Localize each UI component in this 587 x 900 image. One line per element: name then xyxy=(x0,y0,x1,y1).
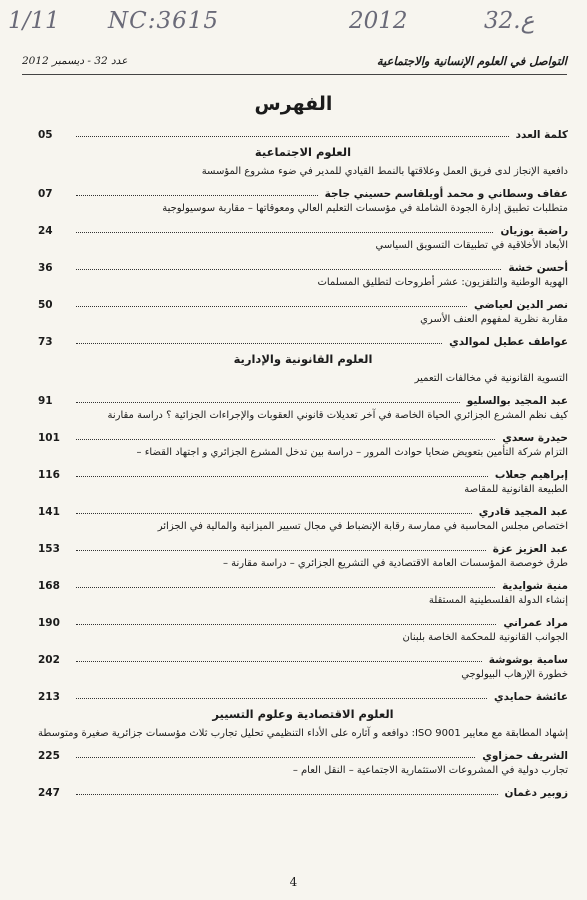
page-ref: 141 xyxy=(38,506,60,518)
author-name: عائشة حمايدي xyxy=(494,691,568,703)
author-name: حيدرة سعدي xyxy=(502,432,568,444)
issue-info: عدد 32 - ديسمبر 2012 xyxy=(22,55,128,67)
page-ref: 213 xyxy=(38,691,60,703)
author-name: منية شوايدية xyxy=(502,580,568,592)
article-title: التزام شركة التأمين بتعويض ضحايا حوادث المرور – دراسة بين تدخل المشرع الجزائري و اجتهاد القضاء – xyxy=(136,447,568,458)
leader-dots xyxy=(76,793,498,795)
author-name: مراد عمراني xyxy=(503,617,568,629)
page-ref: 168 xyxy=(38,580,60,592)
section-heading: العلوم الاقتصادية وعلوم التسيير xyxy=(212,707,394,721)
author-line xyxy=(38,498,568,518)
page-ref: 153 xyxy=(38,543,60,555)
handwritten-annotations xyxy=(0,6,587,40)
author-line xyxy=(38,387,568,407)
page-ref: 91 xyxy=(38,395,53,407)
section-heading: العلوم الاجتماعية xyxy=(254,145,352,159)
article-title: اختصاص مجلس المحاسبة في ممارسة رقابة الإنضباط في مجال تسيير الميزانية والمالية في الجزائر xyxy=(157,521,568,532)
leader-dots xyxy=(76,135,509,137)
leader-dots xyxy=(76,475,488,477)
page-ref: 116 xyxy=(38,469,60,481)
author-line xyxy=(38,779,568,799)
toc-entry[interactable] xyxy=(38,370,568,407)
article-title: دافعية الإنجاز لدى فريق العمل وعلاقتها بالنمط القيادي للمدير في ضوء مشروع المؤسسة xyxy=(201,166,568,177)
article-title: متطلبات تطبيق إدارة الجودة الشاملة في مؤسسات التعليم العالي ومعوقاتها – مقاربة سوسيولوجية xyxy=(162,203,568,214)
page-ref: 247 xyxy=(38,787,60,799)
author-line xyxy=(38,291,568,311)
leader-dots xyxy=(76,268,501,270)
author-name: كلمة العدد xyxy=(515,129,568,141)
leader-dots xyxy=(76,231,493,233)
handwritten-issue-mark: 32.ع xyxy=(484,8,535,34)
author-name: الشريف حمزاوي xyxy=(482,750,568,762)
toc-entry[interactable] xyxy=(38,592,568,629)
leader-dots xyxy=(76,660,482,662)
article-title: الأبعاد الأخلاقية في تطبيقات التسويق السياسي xyxy=(375,240,568,251)
toc-entry[interactable] xyxy=(38,237,568,274)
article-title: مقاربة نظرية لمفهوم العنف الأسري xyxy=(420,314,568,325)
leader-dots xyxy=(76,401,460,403)
page-ref: 101 xyxy=(38,432,60,444)
handwritten-year: 2012 xyxy=(349,8,408,34)
page-ref: 24 xyxy=(38,225,53,237)
author-name: زوبير دغمان xyxy=(504,787,568,799)
author-line xyxy=(38,572,568,592)
leader-dots xyxy=(76,697,487,699)
article-title: طرق خوصصة المؤسسات العامة الاقتصادية في التشريع الجزائري – دراسة مقارنة – xyxy=(222,558,568,569)
author-name: عبد المجيد بوالسليو xyxy=(466,395,568,407)
toc-entry[interactable] xyxy=(38,311,568,348)
article-title: الجوانب القانونية للمحكمة الخاصة بلبنان xyxy=(402,632,568,643)
toc-entry[interactable] xyxy=(38,725,568,762)
author-line xyxy=(38,683,568,703)
leader-dots xyxy=(76,194,318,196)
page-ref: 05 xyxy=(38,129,53,141)
author-line xyxy=(38,180,568,200)
article-title: إنشاء الدولة الفلسطينية المستقلة xyxy=(428,595,568,606)
author-line xyxy=(38,609,568,629)
page-ref: 73 xyxy=(38,336,53,348)
toc-entry[interactable] xyxy=(38,444,568,481)
page-ref: 225 xyxy=(38,750,60,762)
running-header xyxy=(22,50,567,75)
author-line xyxy=(38,424,568,444)
page-ref: 202 xyxy=(38,654,60,666)
toc-entry[interactable] xyxy=(38,200,568,237)
handwritten-mark: 1/11 xyxy=(8,8,60,34)
page-number: 4 xyxy=(289,875,298,889)
author-name: عبد العزيز عزة xyxy=(492,543,568,555)
toc-entry[interactable] xyxy=(38,274,568,311)
article-title: تجارب دولية في المشروعات الاستثمارية الاجتماعية – النقل العام – xyxy=(292,765,568,776)
author-name: أحسن خشة xyxy=(508,262,568,274)
toc-entry[interactable] xyxy=(38,629,568,666)
leader-dots xyxy=(76,305,467,307)
author-name: نصر الدين لعياضي xyxy=(474,299,568,311)
toc-entry[interactable] xyxy=(38,762,568,799)
leader-dots xyxy=(76,549,486,551)
section-heading: العلوم القانونية والإدارية xyxy=(233,352,373,366)
author-name: عفاف وسطاني و محمد أويلقاسم حسيني جاجة xyxy=(324,188,568,200)
page-ref: 36 xyxy=(38,262,53,274)
handwritten-call-number: NC:3615 xyxy=(108,8,220,34)
toc-entry[interactable] xyxy=(38,407,568,444)
author-name: عواطف عطيل لموالدي xyxy=(449,336,568,348)
author-name: عبد المجيد قادري xyxy=(478,506,568,518)
author-line xyxy=(38,217,568,237)
toc-entry[interactable] xyxy=(38,666,568,703)
page-ref: 07 xyxy=(38,188,53,200)
author-line xyxy=(38,461,568,481)
author-line xyxy=(38,535,568,555)
author-line xyxy=(38,328,568,348)
author-name: إبراهيم جعلاب xyxy=(494,469,568,481)
author-line xyxy=(38,254,568,274)
leader-dots xyxy=(76,438,495,440)
article-title: الهوية الوطنية والتلفزيون: عشر أطروحات لتطليق المسلمات xyxy=(317,277,568,288)
journal-name: التواصل في العلوم الإنسانية والاجتماعية xyxy=(376,54,567,68)
leader-dots xyxy=(76,756,475,758)
author-line xyxy=(38,646,568,666)
article-title: كيف نظم المشرع الجزائري الحياة الخاصة في آخر تعديلات قانوني العقوبات والإجراءات الجزائية ؟ دراسة مقارنة xyxy=(107,410,568,421)
toc-entry[interactable] xyxy=(38,163,568,200)
toc-entry[interactable] xyxy=(38,481,568,518)
page-ref: 50 xyxy=(38,299,53,311)
leader-dots xyxy=(76,586,495,588)
author-line xyxy=(38,742,568,762)
leader-dots xyxy=(76,623,496,625)
page-ref: 190 xyxy=(38,617,60,629)
toc-entry[interactable] xyxy=(38,555,568,592)
author-name: سامية بوشوشة xyxy=(488,654,568,666)
article-title: إشهاد المطابقة مع معايير ISO 9001: دوافعه و آثاره على الأداء التنظيمي تحليل تجارب ثلاث مؤسسات جزائرية صغيرة ومتوسطة xyxy=(38,728,568,739)
toc-entry[interactable] xyxy=(38,518,568,555)
toc-entry[interactable] xyxy=(38,121,568,141)
leader-dots xyxy=(76,512,472,514)
page-title: الفهرس xyxy=(254,93,333,115)
author-name: راضية بوزيان xyxy=(500,225,568,237)
article-title: التسوية القانونية في مخالفات التعمير xyxy=(414,373,568,384)
table-of-contents xyxy=(38,121,568,799)
leader-dots xyxy=(76,342,442,344)
author-line xyxy=(38,121,568,141)
article-title: خطورة الإرهاب البيولوجي xyxy=(461,669,568,680)
article-title: الطبيعة القانونية للمقاصة xyxy=(464,484,568,495)
